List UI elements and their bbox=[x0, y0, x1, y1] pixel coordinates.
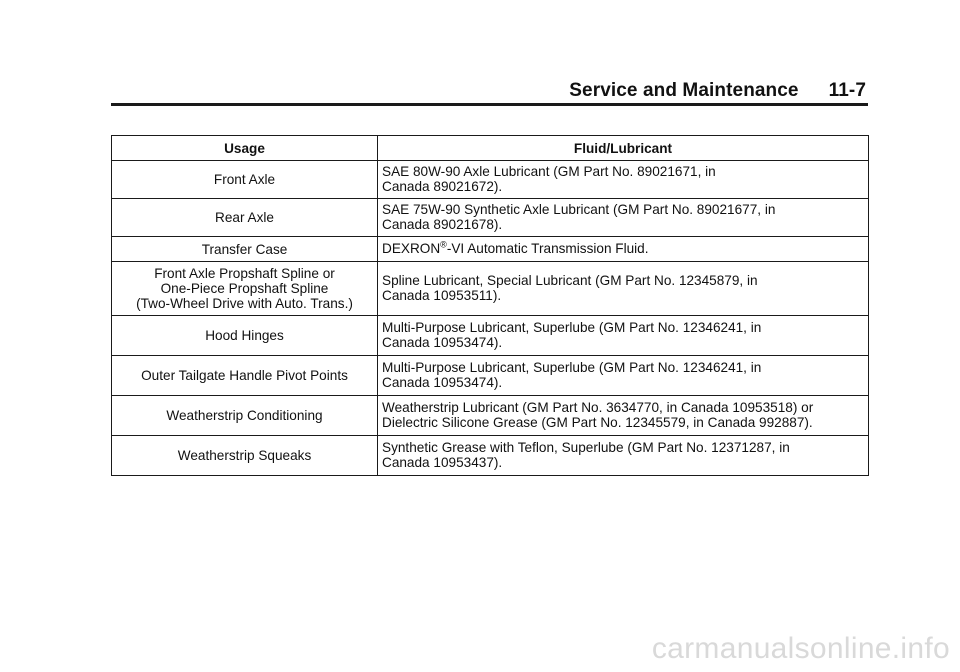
usage-cell bbox=[112, 356, 378, 396]
usage-cell bbox=[112, 396, 378, 436]
lubricant-table bbox=[111, 135, 869, 476]
usage-text: Transfer Case bbox=[201, 241, 288, 257]
usage-text: Weatherstrip Conditioning bbox=[166, 408, 323, 423]
usage-text: Weatherstrip Squeaks bbox=[177, 448, 312, 463]
usage-text: Outer Tailgate Handle Pivot Points bbox=[141, 368, 348, 383]
fluid-text: Multi-Purpose Lubricant, Superlube (GM Part No. 12346241, in Canada 10953474). bbox=[382, 360, 762, 390]
table-row bbox=[112, 316, 869, 356]
page-header bbox=[111, 78, 868, 106]
fluid-cell bbox=[378, 199, 869, 237]
usage-cell bbox=[112, 161, 378, 199]
table-row bbox=[112, 262, 869, 316]
usage-cell bbox=[112, 262, 378, 316]
usage-cell bbox=[112, 199, 378, 237]
page-number: 11-7 bbox=[828, 80, 866, 101]
column-header-fluid: Fluid/Lubricant bbox=[378, 136, 869, 161]
fluid-cell bbox=[378, 237, 869, 262]
header-text bbox=[569, 80, 866, 102]
section-title: Service and Maintenance bbox=[569, 80, 799, 101]
usage-text: Rear Axle bbox=[215, 210, 274, 225]
table-row bbox=[112, 436, 869, 476]
table-row bbox=[112, 356, 869, 396]
fluid-cell bbox=[378, 262, 869, 316]
table-row bbox=[112, 199, 869, 237]
table-row bbox=[112, 396, 869, 436]
fluid-text: Spline Lubricant, Special Lubricant (GM Part No. 12345879, in Canada 10953511). bbox=[382, 273, 758, 303]
registered-mark: ® bbox=[440, 239, 447, 250]
column-header-usage: Usage bbox=[112, 136, 378, 161]
fluid-cell bbox=[378, 436, 869, 476]
fluid-text: Multi-Purpose Lubricant, Superlube (GM Part No. 12346241, in Canada 10953474). bbox=[382, 320, 762, 350]
table-header-row bbox=[112, 136, 869, 161]
table-row bbox=[112, 237, 869, 262]
fluid-text-rest: -VI Automatic Transmission Fluid. bbox=[446, 241, 649, 256]
fluid-text: SAE 80W-90 Axle Lubricant (GM Part No. 89021671, in Canada 89021672). bbox=[382, 164, 716, 194]
fluid-cell bbox=[378, 316, 869, 356]
table-row bbox=[112, 161, 869, 199]
fluid-text: SAE 75W-90 Synthetic Axle Lubricant (GM Part No. 89021677, in Canada 89021678). bbox=[382, 202, 776, 232]
fluid-text-brand: DEXRON bbox=[382, 241, 441, 256]
site-watermark: carmanualsonline.info bbox=[651, 632, 950, 665]
usage-text: Front Axle bbox=[213, 172, 276, 187]
usage-cell bbox=[112, 436, 378, 476]
fluid-text: Weatherstrip Lubricant (GM Part No. 3634770, in Canada 10953518) or Dielectric Silicone Grease (GM Part No. 12345579, in Canada 992887). bbox=[382, 400, 814, 430]
usage-cell bbox=[112, 316, 378, 356]
usage-text: Front Axle Propshaft Spline or One-Piece Propshaft Spline (Two-Wheel Drive with Auto. Trans.) bbox=[136, 266, 353, 311]
fluid-cell bbox=[378, 356, 869, 396]
usage-cell bbox=[112, 237, 378, 262]
usage-text: Hood Hinges bbox=[205, 328, 284, 343]
fluid-text: Synthetic Grease with Teflon, Superlube (GM Part No. 12371287, in Canada 10953437). bbox=[382, 440, 790, 470]
fluid-cell bbox=[378, 396, 869, 436]
fluid-cell bbox=[378, 161, 869, 199]
